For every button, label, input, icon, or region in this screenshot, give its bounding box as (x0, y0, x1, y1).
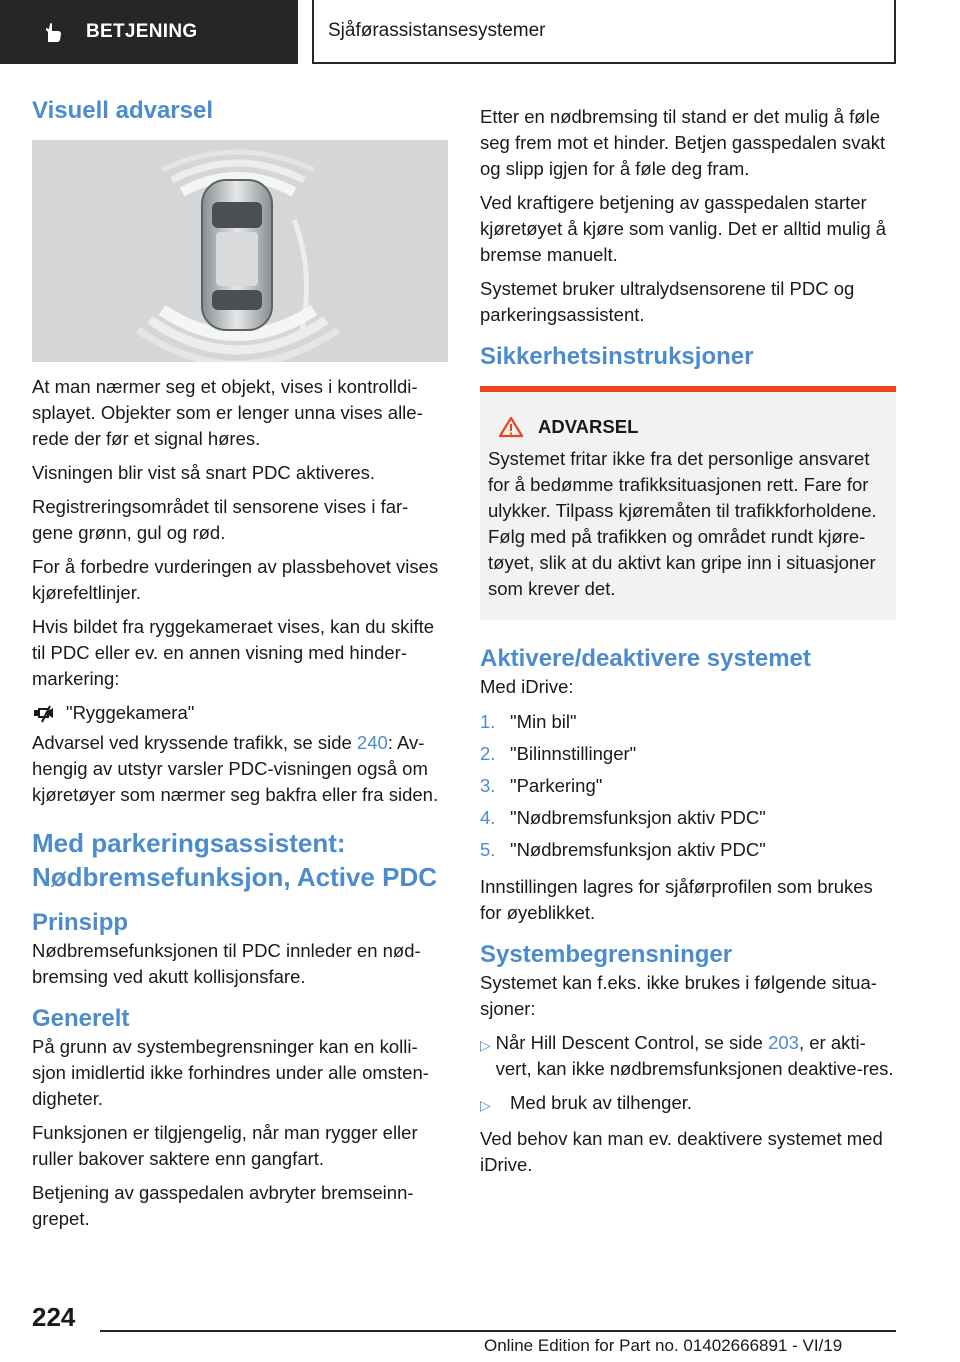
car-sensor-illustration (32, 140, 448, 362)
list-item (480, 770, 896, 802)
paragraph: Registreringsområdet til sensorene vises i far-gene grønn, gul og rød. (32, 496, 409, 543)
step-number: 4. (480, 807, 496, 828)
warning-title-text: ADVARSEL (538, 416, 639, 437)
list-item (480, 738, 896, 770)
footer-divider (100, 1330, 896, 1332)
heading-visual-warning: Visuell advarsel (32, 97, 214, 124)
paragraph: Ved kraftigere betjening av gasspedalen starter kjøretøyet å kjøre som vanlig. Det er alltid mulig å bremse manuelt. (480, 192, 887, 265)
edition-info: Online Edition for Part no. 01402666891 - VI/19 (484, 1336, 843, 1355)
list-item (480, 834, 896, 866)
warning-text: Systemet fritar ikke fra det personlige ansvaret for å bedømme trafikksituasjonen rett. Fare for ulykker. Tilpass kjøremåten til trafikkforholdene. Følg med på trafikken og området rundt kjøre-tøyet, slik at du aktivt kan gripe inn i situasjoner som krever det. (488, 448, 877, 599)
chapter-tab (0, 0, 298, 64)
heading-safety: Sikkerhetsinstruksjoner (480, 343, 754, 370)
step-number: 3. (480, 775, 496, 796)
rear-camera-icon (32, 702, 58, 724)
paragraph: Innstillingen lagres for sjåførprofilen som brukes for øyeblikket. (480, 876, 873, 923)
paragraph: Betjening av gasspedalen avbryter bremseinn-grepet. (32, 1182, 414, 1229)
heading-activate: Aktivere/deaktivere systemet (480, 645, 811, 672)
heading-active-pdc: Med parkeringsassistent: Nødbremsefunksjon, Active PDC (32, 828, 438, 892)
text: , er akti-vert, kan ikke nødbremsfunksjonen deaktive-res. (495, 1032, 894, 1079)
text: Når Hill Descent Control, se side (495, 1032, 769, 1053)
paragraph: Visningen blir vist så snart PDC aktiveres. (32, 462, 376, 483)
list-item (480, 1090, 896, 1118)
step-text: "Nødbremsfunksjon aktiv PDC" (510, 807, 766, 828)
paragraph: Funksjonen er tilgjengelig, når man rygger eller ruller bakover saktere enn gangfart. (32, 1122, 418, 1169)
paragraph: Ved behov kan man ev. deaktivere systemet med iDrive. (480, 1128, 883, 1175)
step-text: "Bilinnstillinger" (510, 743, 637, 764)
text: Advarsel ved kryssende trafikk, se side (32, 732, 357, 753)
warning-title (488, 414, 888, 440)
paragraph: At man nærmer seg et objekt, vises i kontrolldi-splayet. Objekter som er lenger unna vises alle-rede der før et signal høres. (32, 376, 423, 449)
paragraph: Systemet bruker ultralydsensorene til PDC og parkeringsassistent. (480, 278, 855, 325)
step-number: 1. (480, 711, 496, 732)
step-text: "Parkering" (510, 775, 603, 796)
limits-list (480, 1030, 896, 1118)
step-number: 2. (480, 743, 496, 764)
warning-triangle-icon (498, 416, 524, 438)
paragraph: Systemet kan f.eks. ikke brukes i følgende situa-sjoner: (480, 972, 877, 1019)
step-text: "Nødbremsfunksjon aktiv PDC" (510, 839, 766, 860)
step-text: "Min bil" (510, 711, 577, 732)
hand-pointer-icon (42, 22, 64, 44)
paragraph: For å forbedre vurderingen av plassbehovet vises kjørefeltlinjer. (32, 556, 439, 603)
steps-list (480, 706, 896, 866)
page-link-203[interactable]: 203 (768, 1032, 799, 1053)
chapter-label: BETJENING (86, 21, 198, 42)
heading-general: Generelt (32, 1005, 130, 1032)
triangle-bullet-icon: ▷ (480, 1097, 491, 1113)
right-column (480, 104, 896, 1186)
paragraph: På grunn av systembegrensninger kan en kolli-sjon imidlertid ikke forhindres under alle omsten-digheter. (32, 1036, 429, 1109)
paragraph: Hvis bildet fra ryggekameraet vises, kan du skifte til PDC eller ev. en annen visning med hinder-markering: (32, 616, 435, 689)
section-title: Sjåførassistansesystemer (312, 0, 896, 64)
text: : Av-hengig av utstyr varsler PDC-visningen også om kjøretøyer som nærmer seg bakfra eller fra siden. (32, 732, 439, 805)
step-number: 5. (480, 839, 496, 860)
list-item-text (496, 1030, 896, 1082)
paragraph: Nødbremsefunksjonen til PDC innleder en nød-bremsing ved akutt kollisjonsfare. (32, 940, 421, 987)
camera-option-label: "Ryggekamera" (66, 702, 195, 723)
list-item (480, 802, 896, 834)
paragraph: Etter en nødbremsing til stand er det mulig å føle seg frem mot et hinder. Betjen gasspedalen svakt og slipp igjen for å føle deg fram. (480, 106, 886, 179)
paragraph: Med iDrive: (480, 676, 574, 697)
heading-limits: Systembegrensninger (480, 941, 733, 968)
camera-option (32, 700, 448, 726)
heading-principle: Prinsipp (32, 909, 129, 936)
paragraph (32, 730, 448, 808)
warning-box (480, 392, 896, 620)
list-item-text: Med bruk av tilhenger. (510, 1092, 693, 1113)
triangle-bullet-icon: ▷ (480, 1037, 491, 1053)
list-item (480, 706, 896, 738)
list-item (480, 1030, 896, 1082)
page-link-240[interactable]: 240 (356, 732, 388, 753)
page-number: 224 (32, 1302, 76, 1332)
pdc-display-image (32, 140, 448, 362)
left-column (32, 96, 448, 1240)
